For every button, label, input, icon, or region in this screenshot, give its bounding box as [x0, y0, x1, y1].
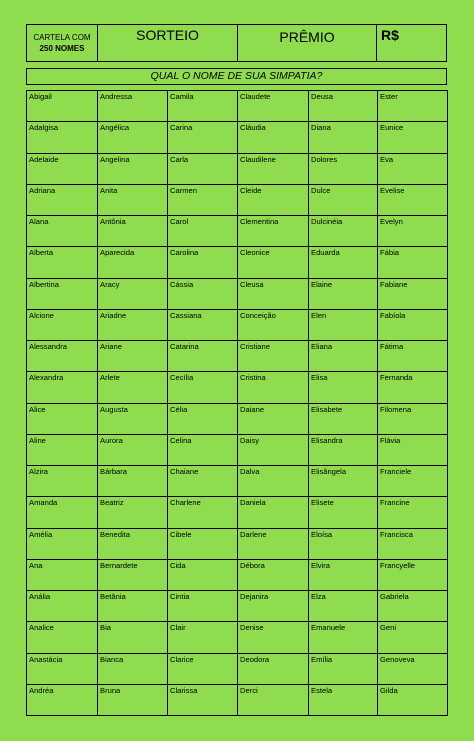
- name-cell[interactable]: Bárbara: [98, 466, 168, 497]
- name-cell[interactable]: Albertina: [27, 278, 98, 309]
- name-cell[interactable]: Eloísa: [309, 528, 378, 559]
- name-cell[interactable]: Bia: [98, 622, 168, 653]
- name-cell[interactable]: Cristiane: [238, 341, 309, 372]
- name-cell[interactable]: Elza: [309, 591, 378, 622]
- table-row: [27, 184, 448, 215]
- table-row: [27, 372, 448, 403]
- sorteio-cell: [98, 25, 238, 61]
- name-cell[interactable]: Estela: [309, 684, 378, 715]
- name-cell[interactable]: Franciele: [378, 466, 448, 497]
- name-cell[interactable]: Claudete: [238, 91, 309, 122]
- cartela-cell: [27, 25, 98, 61]
- name-cell[interactable]: Claudilene: [238, 153, 309, 184]
- name-cell[interactable]: Elaine: [309, 278, 378, 309]
- name-cell[interactable]: Eliana: [309, 341, 378, 372]
- name-cell[interactable]: Francyelle: [378, 559, 448, 590]
- name-cell[interactable]: Bruna: [98, 684, 168, 715]
- name-cell[interactable]: Dalva: [238, 466, 309, 497]
- name-cell[interactable]: Dolores: [309, 153, 378, 184]
- names-table-body: [27, 91, 448, 716]
- name-cell[interactable]: Amanda: [27, 497, 98, 528]
- name-cell[interactable]: Fabiane: [378, 278, 448, 309]
- name-cell[interactable]: Antônia: [98, 216, 168, 247]
- name-cell[interactable]: Darlene: [238, 528, 309, 559]
- name-cell[interactable]: Cibele: [168, 528, 238, 559]
- table-row: [27, 309, 448, 340]
- name-cell[interactable]: Elisângela: [309, 466, 378, 497]
- name-cell[interactable]: Francine: [378, 497, 448, 528]
- name-cell[interactable]: Betânia: [98, 591, 168, 622]
- name-cell[interactable]: Emanuele: [309, 622, 378, 653]
- name-cell[interactable]: Cristina: [238, 372, 309, 403]
- name-cell[interactable]: Carina: [168, 122, 238, 153]
- header-bar: [26, 24, 447, 62]
- name-cell[interactable]: Cleonice: [238, 247, 309, 278]
- name-cell[interactable]: Célia: [168, 403, 238, 434]
- name-cell[interactable]: Diana: [309, 122, 378, 153]
- name-cell[interactable]: Dulce: [309, 184, 378, 215]
- table-row: [27, 591, 448, 622]
- name-cell[interactable]: Emília: [309, 653, 378, 684]
- name-cell[interactable]: Anália: [27, 591, 98, 622]
- currency-cell: [377, 25, 446, 61]
- name-cell[interactable]: Elisete: [309, 497, 378, 528]
- name-cell[interactable]: Débora: [238, 559, 309, 590]
- name-cell[interactable]: Filomena: [378, 403, 448, 434]
- name-cell[interactable]: Elen: [309, 309, 378, 340]
- name-cell[interactable]: Aline: [27, 434, 98, 465]
- name-cell[interactable]: Dejanira: [238, 591, 309, 622]
- name-cell[interactable]: Eva: [378, 153, 448, 184]
- name-cell[interactable]: Elisandra: [309, 434, 378, 465]
- name-cell[interactable]: Daisy: [238, 434, 309, 465]
- name-cell[interactable]: Ariane: [98, 341, 168, 372]
- cartela-label: CARTELA COM: [33, 33, 91, 42]
- name-cell[interactable]: Fernanda: [378, 372, 448, 403]
- name-cell[interactable]: Ana: [27, 559, 98, 590]
- table-row: [27, 216, 448, 247]
- name-cell[interactable]: Cláudia: [238, 122, 309, 153]
- name-cell[interactable]: Augusta: [98, 403, 168, 434]
- table-row: [27, 559, 448, 590]
- name-cell[interactable]: Carolina: [168, 247, 238, 278]
- name-cell[interactable]: Carmen: [168, 184, 238, 215]
- table-row: [27, 684, 448, 715]
- table-row: [27, 247, 448, 278]
- name-cell[interactable]: Derci: [238, 684, 309, 715]
- name-cell[interactable]: Angélica: [98, 122, 168, 153]
- name-cell[interactable]: Cida: [168, 559, 238, 590]
- names-table: [26, 90, 448, 716]
- name-cell[interactable]: Denise: [238, 622, 309, 653]
- name-cell[interactable]: Bernardete: [98, 559, 168, 590]
- name-cell[interactable]: Cintia: [168, 591, 238, 622]
- table-row: [27, 341, 448, 372]
- name-cell[interactable]: Bianca: [98, 653, 168, 684]
- table-row: [27, 622, 448, 653]
- name-cell[interactable]: Gabriela: [378, 591, 448, 622]
- name-cell[interactable]: Gilda: [378, 684, 448, 715]
- name-cell[interactable]: Andréa: [27, 684, 98, 715]
- sorteio-label: SORTEIO: [136, 27, 199, 43]
- table-row: [27, 278, 448, 309]
- name-cell[interactable]: Evelise: [378, 184, 448, 215]
- name-cell[interactable]: Dulcinéia: [309, 216, 378, 247]
- premio-label: PRÊMIO: [279, 29, 335, 45]
- name-cell[interactable]: Beatriz: [98, 497, 168, 528]
- name-cell[interactable]: Alessandra: [27, 341, 98, 372]
- question-title: QUAL O NOME DE SUA SIMPATIA?: [26, 68, 447, 85]
- name-cell[interactable]: Alberta: [27, 247, 98, 278]
- name-cell[interactable]: Adalgisa: [27, 122, 98, 153]
- premio-cell: [238, 25, 377, 61]
- name-cell[interactable]: Carol: [168, 216, 238, 247]
- name-cell[interactable]: Cleide: [238, 184, 309, 215]
- name-cell[interactable]: Cássia: [168, 278, 238, 309]
- name-cell[interactable]: Catarina: [168, 341, 238, 372]
- name-cell[interactable]: Alana: [27, 216, 98, 247]
- name-cell[interactable]: Flávia: [378, 434, 448, 465]
- name-cell[interactable]: Evelyn: [378, 216, 448, 247]
- currency-label: R$: [381, 27, 399, 43]
- name-cell[interactable]: Conceição: [238, 309, 309, 340]
- name-cell[interactable]: Elisa: [309, 372, 378, 403]
- name-cell[interactable]: Elisabete: [309, 403, 378, 434]
- name-cell[interactable]: Clementina: [238, 216, 309, 247]
- name-cell[interactable]: Anita: [98, 184, 168, 215]
- name-cell[interactable]: Abigail: [27, 91, 98, 122]
- name-cell[interactable]: Geni: [378, 622, 448, 653]
- name-cell[interactable]: Aparecida: [98, 247, 168, 278]
- name-cell[interactable]: Eunice: [378, 122, 448, 153]
- name-cell[interactable]: Cecília: [168, 372, 238, 403]
- name-cell[interactable]: Adriana: [27, 184, 98, 215]
- cartela-count: 250 NOMES: [39, 44, 85, 53]
- name-cell[interactable]: Alzira: [27, 466, 98, 497]
- name-cell[interactable]: Amélia: [27, 528, 98, 559]
- name-cell[interactable]: Alexandra: [27, 372, 98, 403]
- name-cell[interactable]: Cleusa: [238, 278, 309, 309]
- name-cell[interactable]: Genoveva: [378, 653, 448, 684]
- table-row: [27, 497, 448, 528]
- name-cell[interactable]: Anastácia: [27, 653, 98, 684]
- name-cell[interactable]: Alice: [27, 403, 98, 434]
- name-cell[interactable]: Aurora: [98, 434, 168, 465]
- table-row: [27, 528, 448, 559]
- table-row: [27, 653, 448, 684]
- name-cell[interactable]: Ester: [378, 91, 448, 122]
- name-cell[interactable]: Fabíola: [378, 309, 448, 340]
- name-cell[interactable]: Benedita: [98, 528, 168, 559]
- name-cell[interactable]: Eduarda: [309, 247, 378, 278]
- table-row: [27, 466, 448, 497]
- name-cell[interactable]: Angelina: [98, 153, 168, 184]
- name-cell[interactable]: Andressa: [98, 91, 168, 122]
- table-row: [27, 91, 448, 122]
- name-cell[interactable]: Chaiane: [168, 466, 238, 497]
- name-cell[interactable]: Deusa: [309, 91, 378, 122]
- name-cell[interactable]: Daiane: [238, 403, 309, 434]
- table-row: [27, 122, 448, 153]
- table-row: [27, 434, 448, 465]
- name-cell[interactable]: Daniela: [238, 497, 309, 528]
- name-cell[interactable]: Cassiana: [168, 309, 238, 340]
- name-cell[interactable]: Analice: [27, 622, 98, 653]
- name-cell[interactable]: Clarissa: [168, 684, 238, 715]
- name-cell[interactable]: Fábia: [378, 247, 448, 278]
- name-cell[interactable]: Aracy: [98, 278, 168, 309]
- name-cell[interactable]: Clair: [168, 622, 238, 653]
- table-row: [27, 403, 448, 434]
- name-cell[interactable]: Alcione: [27, 309, 98, 340]
- table-row: [27, 153, 448, 184]
- name-cell[interactable]: Francisca: [378, 528, 448, 559]
- name-cell[interactable]: Carla: [168, 153, 238, 184]
- name-cell[interactable]: Adelaide: [27, 153, 98, 184]
- name-cell[interactable]: Charlene: [168, 497, 238, 528]
- name-cell[interactable]: Elvira: [309, 559, 378, 590]
- name-cell[interactable]: Camila: [168, 91, 238, 122]
- name-cell[interactable]: Ariadne: [98, 309, 168, 340]
- name-cell[interactable]: Fátima: [378, 341, 448, 372]
- name-cell[interactable]: Clarice: [168, 653, 238, 684]
- name-cell[interactable]: Celina: [168, 434, 238, 465]
- name-cell[interactable]: Arlete: [98, 372, 168, 403]
- name-cell[interactable]: Deodora: [238, 653, 309, 684]
